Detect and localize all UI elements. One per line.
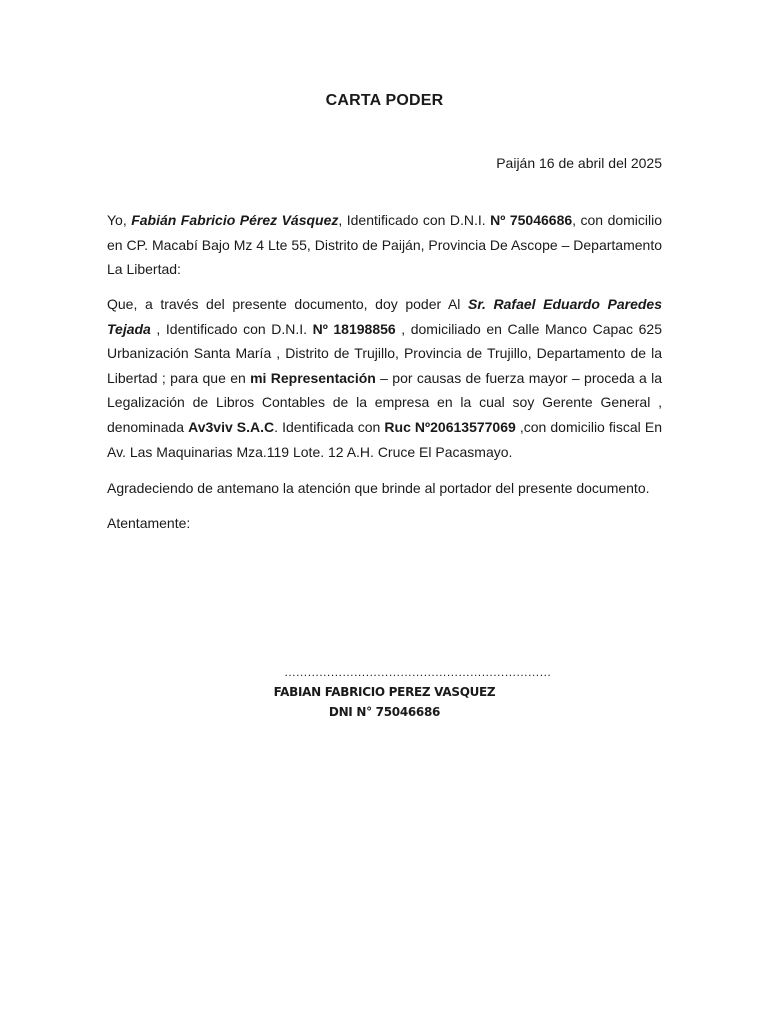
document-title: CARTA PODER	[325, 92, 444, 109]
company-ruc: Ruc Nº20613577069	[384, 418, 516, 435]
text: Yo,	[107, 212, 132, 228]
text: . Identificada con	[274, 418, 385, 435]
text: ,con domicilio fiscal En Av. Las Maquinarias Mza.119 Lote. 12 A.H. Cruce El Pacasmayo.	[107, 418, 662, 460]
paragraph-grant	[107, 292, 662, 464]
attorney-name: Sr. Rafael Eduardo Paredes Tejada	[107, 296, 662, 337]
letter-page	[107, 0, 662, 1024]
signature-dni: DNI N° 75046686	[328, 705, 441, 719]
signature-name: FABIAN FABRICIO PEREZ VASQUEZ	[273, 685, 496, 699]
grantor-dni: Nº 75046686	[490, 212, 573, 228]
text: , Identificado con D.N.I.	[338, 212, 491, 228]
text: Que, a través del presente documento, doy poder Al	[107, 296, 469, 312]
text: , domiciliado en Calle Manco Capac 625 Urbanización Santa María , Distrito de Trujillo, Provincia de Trujillo, Departamento de la Libertad ; para que en	[107, 320, 662, 386]
document-date: Paiján 16 de abril del 2025	[496, 155, 662, 171]
paragraph-thanks: Agradeciendo de antemano la atención que brinde al portador del presente documento.	[107, 480, 650, 496]
paragraph-closing: Atentamente:	[107, 515, 191, 531]
attorney-dni: Nº 18198856	[312, 320, 396, 337]
paragraph-grantor	[107, 208, 662, 282]
text: – por causas de fuerza mayor – proceda a la Legalización de Libros Contables de la empresa en la cual soy Gerente General , denominada	[107, 369, 662, 435]
grantor-name: Fabián Fabricio Pérez Vásquez	[131, 212, 339, 228]
representation: mi Representación	[250, 369, 376, 386]
signature-line: ……………………………………………………………	[284, 665, 551, 679]
text: , con domicilio en CP. Macabí Bajo Mz 4 Lte 55, Distrito de Paiján, Provincia De Ascope – Departamento La Libertad:	[107, 212, 663, 278]
text: , Identificado con D.N.I.	[150, 320, 313, 337]
company-name: Av3viv S.A.C	[188, 418, 275, 435]
